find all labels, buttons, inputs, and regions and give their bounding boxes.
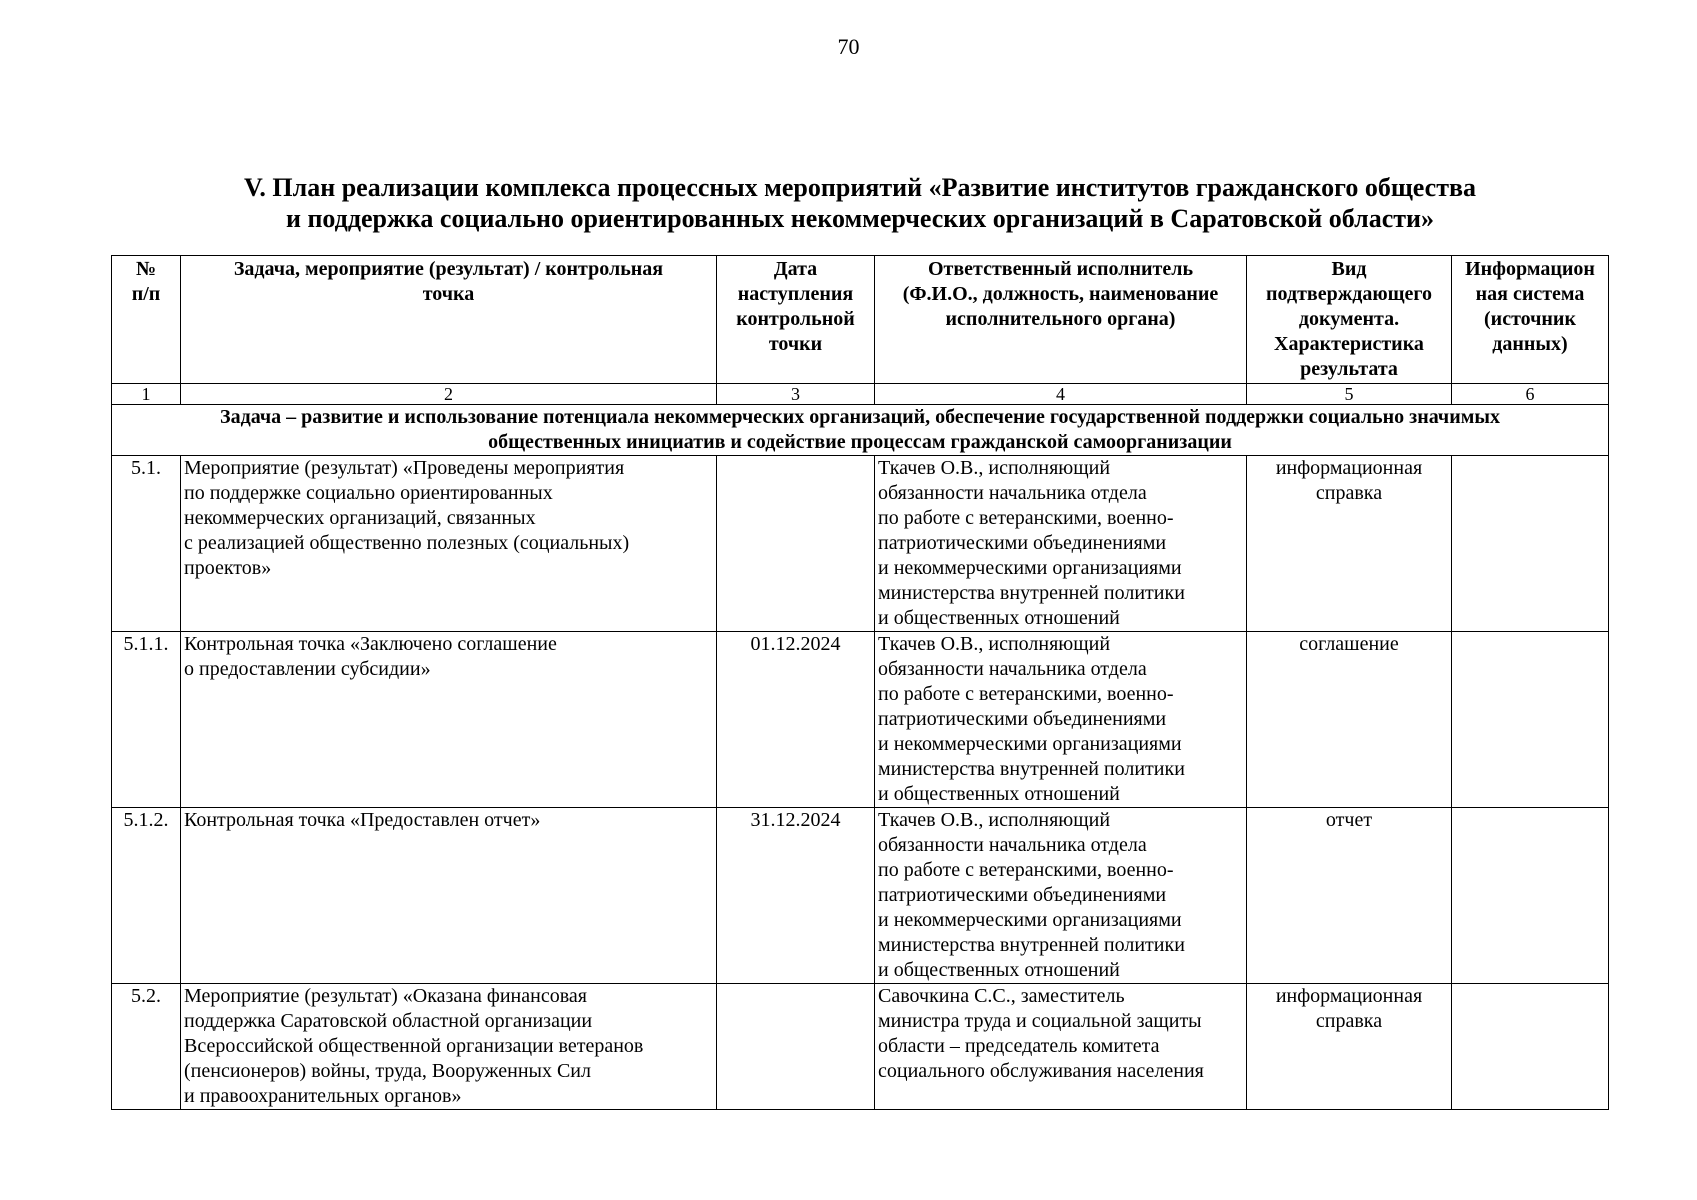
row-responsible: Савочкина С.С., заместитель министра труда и социальной защиты области – председатель комитета социального обслуживания населения [875,984,1247,1110]
page-title-line-2: и поддержка социально ориентированных некоммерческих организаций в Саратовской области» [285,204,1435,233]
task-row [112,405,1609,456]
row-item: Мероприятие (результат) «Оказана финансовая поддержка Саратовской областной организации Всероссийской общественной организации ветеранов (пенсионеров) войны, труда, Вооруженных Сил и правоохранительных органов» [181,984,717,1110]
row-document: соглашение [1247,632,1452,808]
table-row [112,632,1609,808]
row-info-system [1452,632,1609,808]
column-number: 5 [1247,384,1452,405]
row-info-system [1452,984,1609,1110]
row-info-system [1452,808,1609,984]
table-row [112,456,1609,632]
row-responsible: Ткачев О.В., исполняющий обязанности начальника отдела по работе с ветеранскими, военно- патриотическими объединениями и некоммерческими организациями министерства внутренней политики и общественных отношений [875,808,1247,984]
column-number-row [112,384,1609,405]
table-row [112,808,1609,984]
task-cell [112,405,1609,456]
header-cell-document: Вид подтверждающего документа. Характеристика результата [1247,256,1452,384]
implementation-plan-table [111,255,1609,1110]
row-info-system [1452,456,1609,632]
header-cell-responsible: Ответственный исполнитель (Ф.И.О., должность, наименование исполнительного органа) [875,256,1247,384]
table-header-row [112,256,1609,384]
row-date [717,456,875,632]
page-number: 70 [837,34,860,59]
row-document: информационная справка [1247,984,1452,1110]
task-line-1: Задача – развитие и использование потенциала некоммерческих организаций, обеспечение государственной поддержки социально значимых [220,406,1500,428]
row-number: 5.1. [112,456,181,632]
row-responsible: Ткачев О.В., исполняющий обязанности начальника отдела по работе с ветеранскими, военно- патриотическими объединениями и некоммерческими организациями министерства внутренней политики и общественных отношений [875,632,1247,808]
row-number: 5.1.2. [112,808,181,984]
row-document: информационная справка [1247,456,1452,632]
row-responsible: Ткачев О.В., исполняющий обязанности начальника отдела по работе с ветеранскими, военно- патриотическими объединениями и некоммерческими организациями министерства внутренней политики и общественных отношений [875,456,1247,632]
row-document: отчет [1247,808,1452,984]
row-item: Мероприятие (результат) «Проведены мероприятия по поддержке социально ориентированных некоммерческих организаций, связанных с реализацией общественно полезных (социальных) проектов» [181,456,717,632]
page-title [112,172,1608,234]
page-title-line-1: V. План реализации комплекса процессных мероприятий «Развитие институтов гражданского общества [243,173,1477,202]
column-number: 2 [181,384,717,405]
header-cell-info-system: Информацион ная система (источник данных) [1452,256,1609,384]
row-date: 01.12.2024 [717,632,875,808]
header-cell-task: Задача, мероприятие (результат) / контрольная точка [181,256,717,384]
row-number: 5.2. [112,984,181,1110]
header-cell-number: № п/п [112,256,181,384]
column-number: 4 [875,384,1247,405]
column-number: 6 [1452,384,1609,405]
row-date: 31.12.2024 [717,808,875,984]
row-date [717,984,875,1110]
row-item: Контрольная точка «Предоставлен отчет» [181,808,717,984]
header-cell-date: Дата наступления контрольной точки [717,256,875,384]
row-item: Контрольная точка «Заключено соглашение о предоставлении субсидии» [181,632,717,808]
column-number: 1 [112,384,181,405]
row-number: 5.1.1. [112,632,181,808]
column-number: 3 [717,384,875,405]
table-row [112,984,1609,1110]
task-line-2: общественных инициатив и содействие процессам гражданской самоорганизации [488,431,1232,453]
